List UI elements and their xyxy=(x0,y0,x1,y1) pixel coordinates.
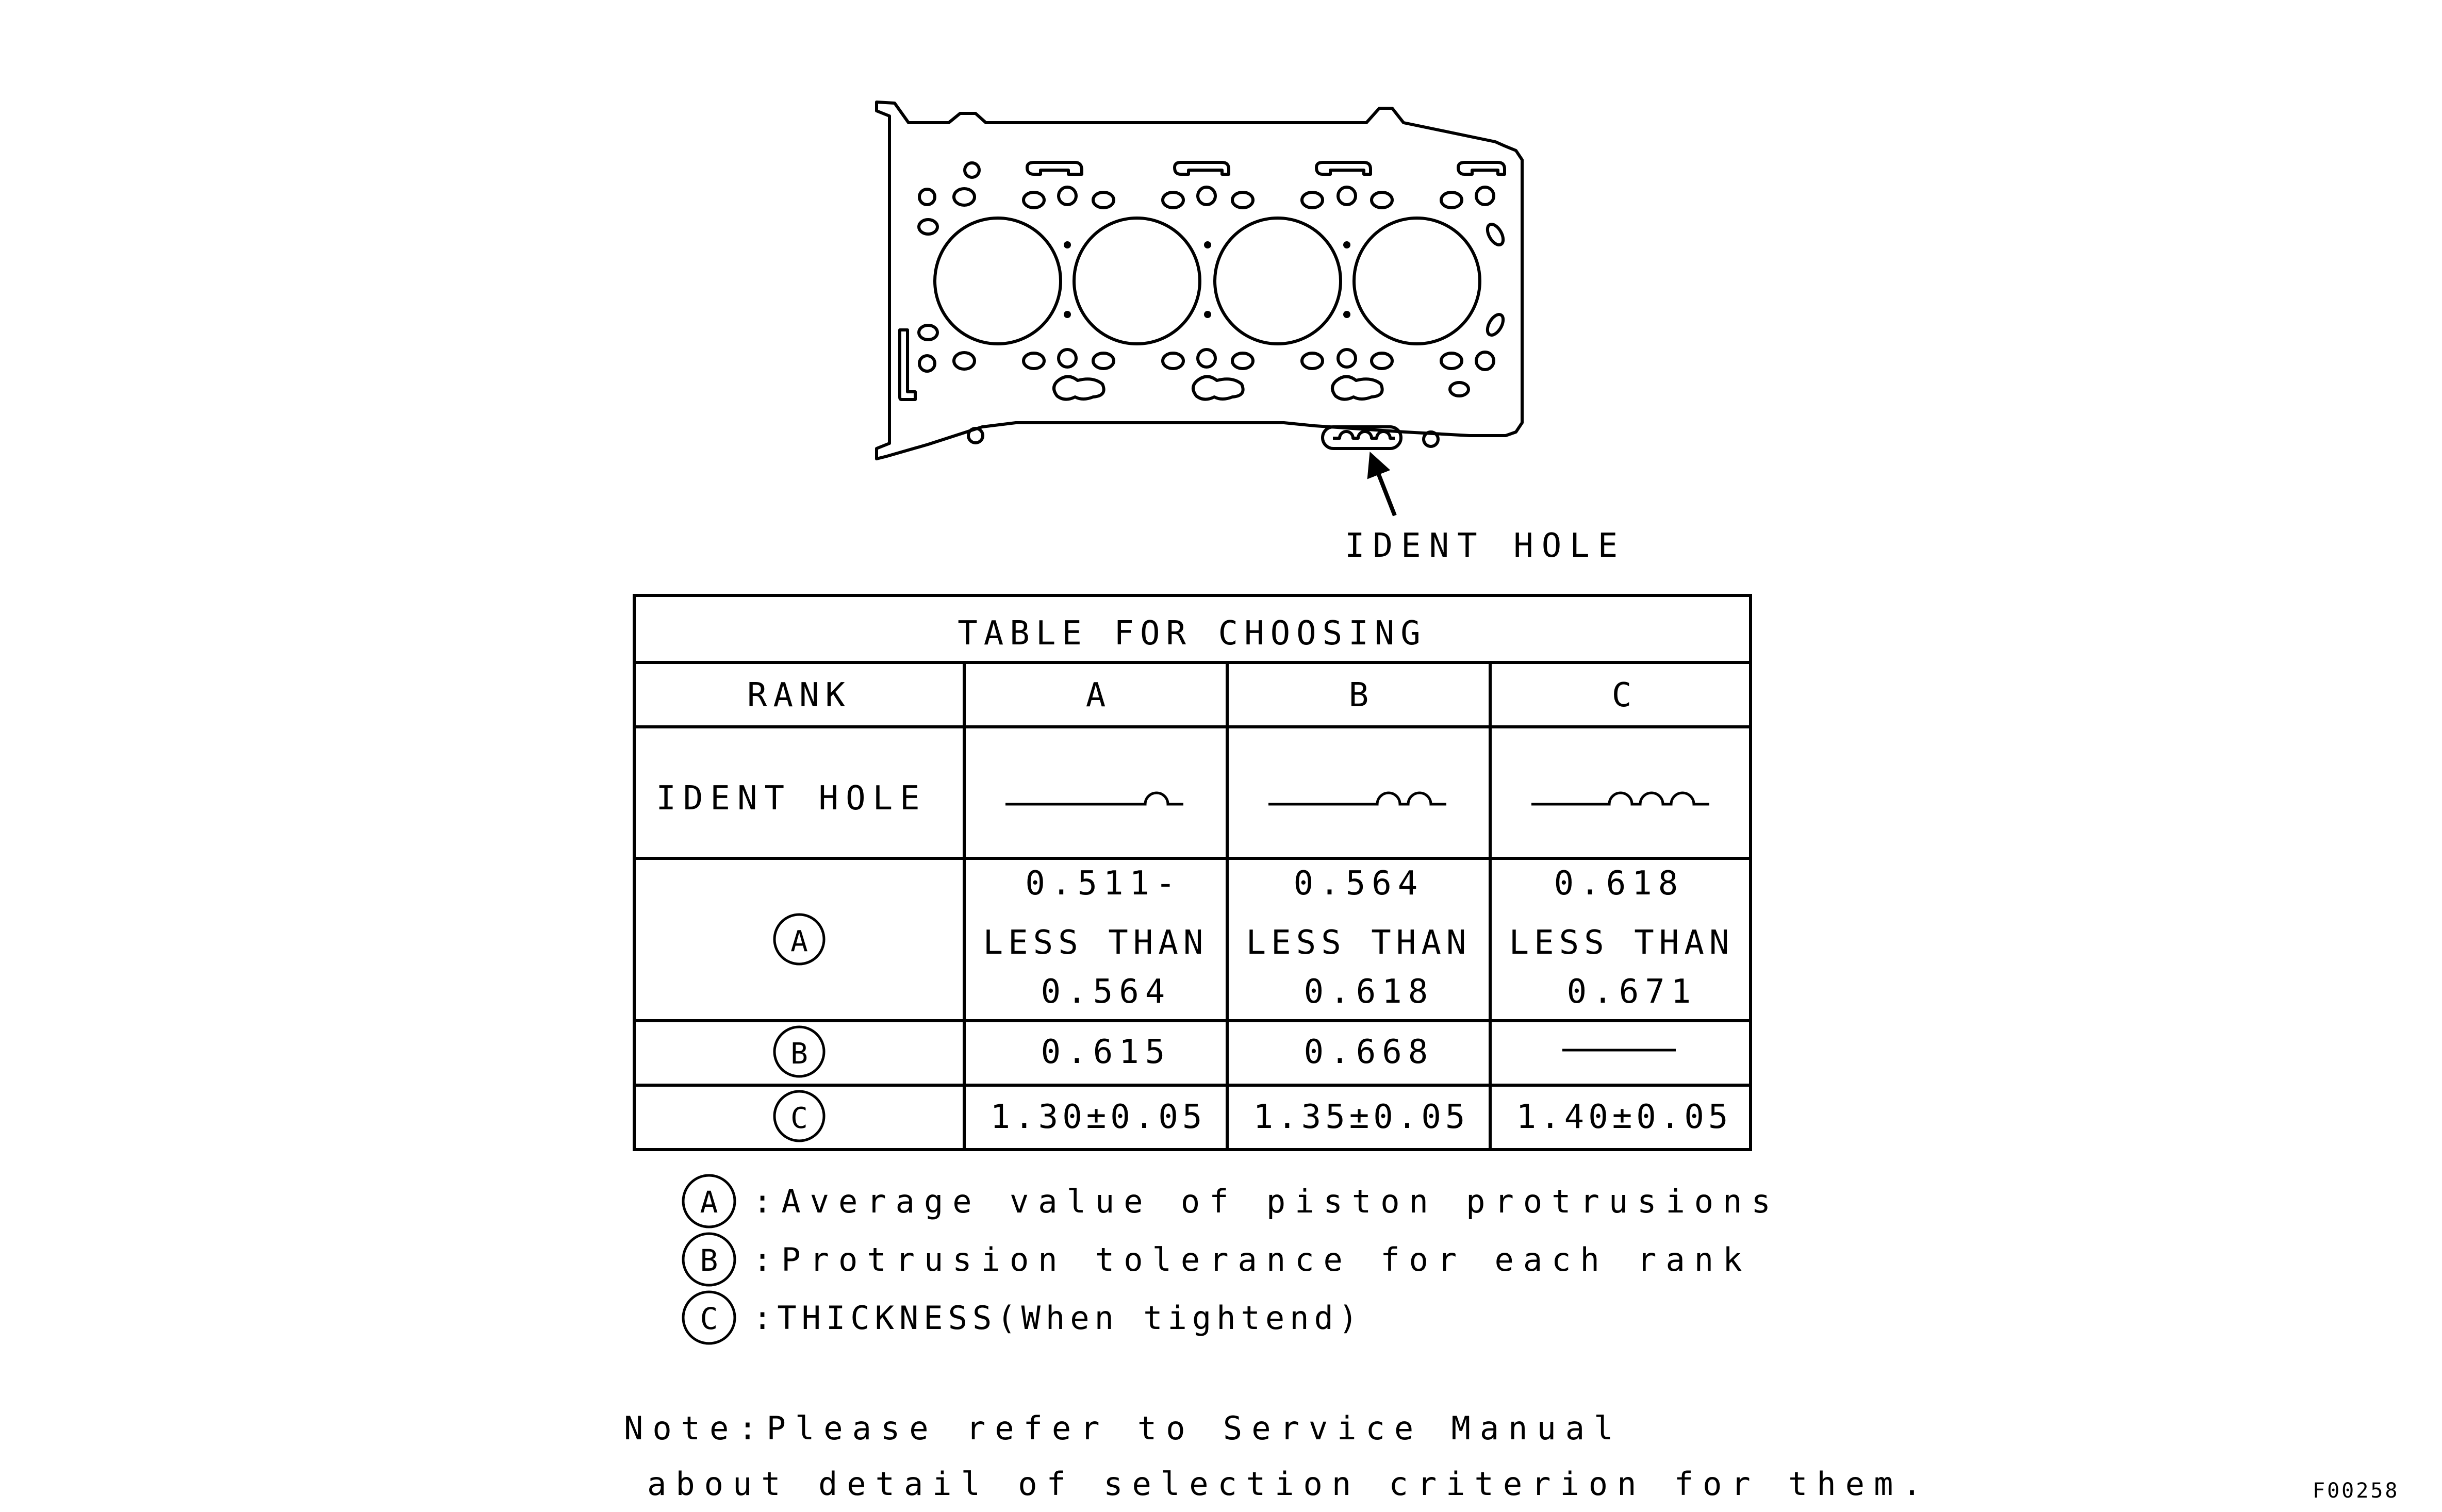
row-c-cell-b: 1.35±0.05 xyxy=(1253,1098,1470,1136)
row-c-cell-a: 1.30±0.05 xyxy=(990,1098,1207,1136)
legend-item-b xyxy=(683,1234,1751,1285)
legend-item-c xyxy=(683,1292,1363,1343)
note-line-1: Note:Please refer to Service Manual xyxy=(624,1409,1623,1447)
row-a-cell-a-line3: 0.564 xyxy=(1041,973,1172,1011)
rank-c-header: C xyxy=(1611,676,1632,715)
table-title: TABLE FOR CHOOSING xyxy=(958,614,1427,653)
legend-item-a xyxy=(683,1175,1780,1227)
row-a-cell-a-line1: 0.511- xyxy=(1025,865,1182,903)
row-a-cell-b-line1: 0.564 xyxy=(1293,865,1424,903)
ident-hole-row-label: IDENT HOLE xyxy=(656,779,927,818)
row-a-cell-a-line2: LESS THAN xyxy=(983,924,1209,962)
rank-header: RANK xyxy=(747,676,852,715)
row-a-cell-b-line3: 0.618 xyxy=(1304,973,1434,1011)
row-b-symbol xyxy=(774,1027,824,1076)
legend-text-b: :Protrusion tolerance for each rank xyxy=(753,1241,1752,1278)
ident-hole-arrow xyxy=(1372,456,1395,516)
cylinder-bore-3 xyxy=(1215,218,1341,344)
row-a-cell-c-line3: 0.671 xyxy=(1566,973,1697,1011)
row-a-cell-c-line1: 0.618 xyxy=(1554,865,1685,903)
row-a-cell-b-line2: LESS THAN xyxy=(1246,924,1472,962)
row-c-cell-c: 1.40±0.05 xyxy=(1516,1098,1732,1136)
water-passages xyxy=(1054,376,1382,399)
cylinder-bore-4 xyxy=(1354,218,1480,344)
cylinder-bore-2 xyxy=(1074,218,1200,344)
rank-a-header: A xyxy=(1085,676,1106,715)
ident-hole-symbol-c xyxy=(1531,793,1709,804)
svg-text:C: C xyxy=(790,1102,808,1135)
svg-text:C: C xyxy=(700,1301,718,1336)
head-gasket-drawing xyxy=(877,102,1522,459)
note-line-2: about detail of selection criterion for them. xyxy=(647,1465,1931,1503)
row-b-cell-b: 0.668 xyxy=(1304,1033,1434,1071)
svg-text:A: A xyxy=(790,925,808,958)
row-a-cell-c-line2: LESS THAN xyxy=(1509,924,1735,962)
legend-text-c: :THICKNESS(When tightend) xyxy=(753,1299,1363,1337)
svg-text:A: A xyxy=(700,1185,718,1220)
svg-text:B: B xyxy=(700,1243,718,1278)
ident-hole-symbols xyxy=(1005,793,1709,804)
cylinder-bore-1 xyxy=(935,218,1061,344)
row-b-cell-a: 0.615 xyxy=(1041,1033,1172,1071)
ident-hole-callout: IDENT HOLE xyxy=(1345,527,1626,565)
figure-code: F00258 xyxy=(2313,1479,2400,1503)
top-slots xyxy=(1027,162,1505,174)
table-text xyxy=(656,614,1734,1141)
svg-text:B: B xyxy=(790,1037,808,1071)
legend-text-a: :Average value of piston protrusions xyxy=(753,1183,1780,1220)
upper-holes xyxy=(919,163,1506,247)
rank-b-header: B xyxy=(1348,676,1369,715)
ident-hole-symbol-a xyxy=(1005,793,1183,804)
row-a-symbol xyxy=(774,915,824,964)
bore-dots xyxy=(1064,241,1350,318)
row-c-symbol xyxy=(774,1091,824,1141)
legend xyxy=(683,1175,1780,1343)
ident-hole-symbol-b xyxy=(1268,793,1446,804)
